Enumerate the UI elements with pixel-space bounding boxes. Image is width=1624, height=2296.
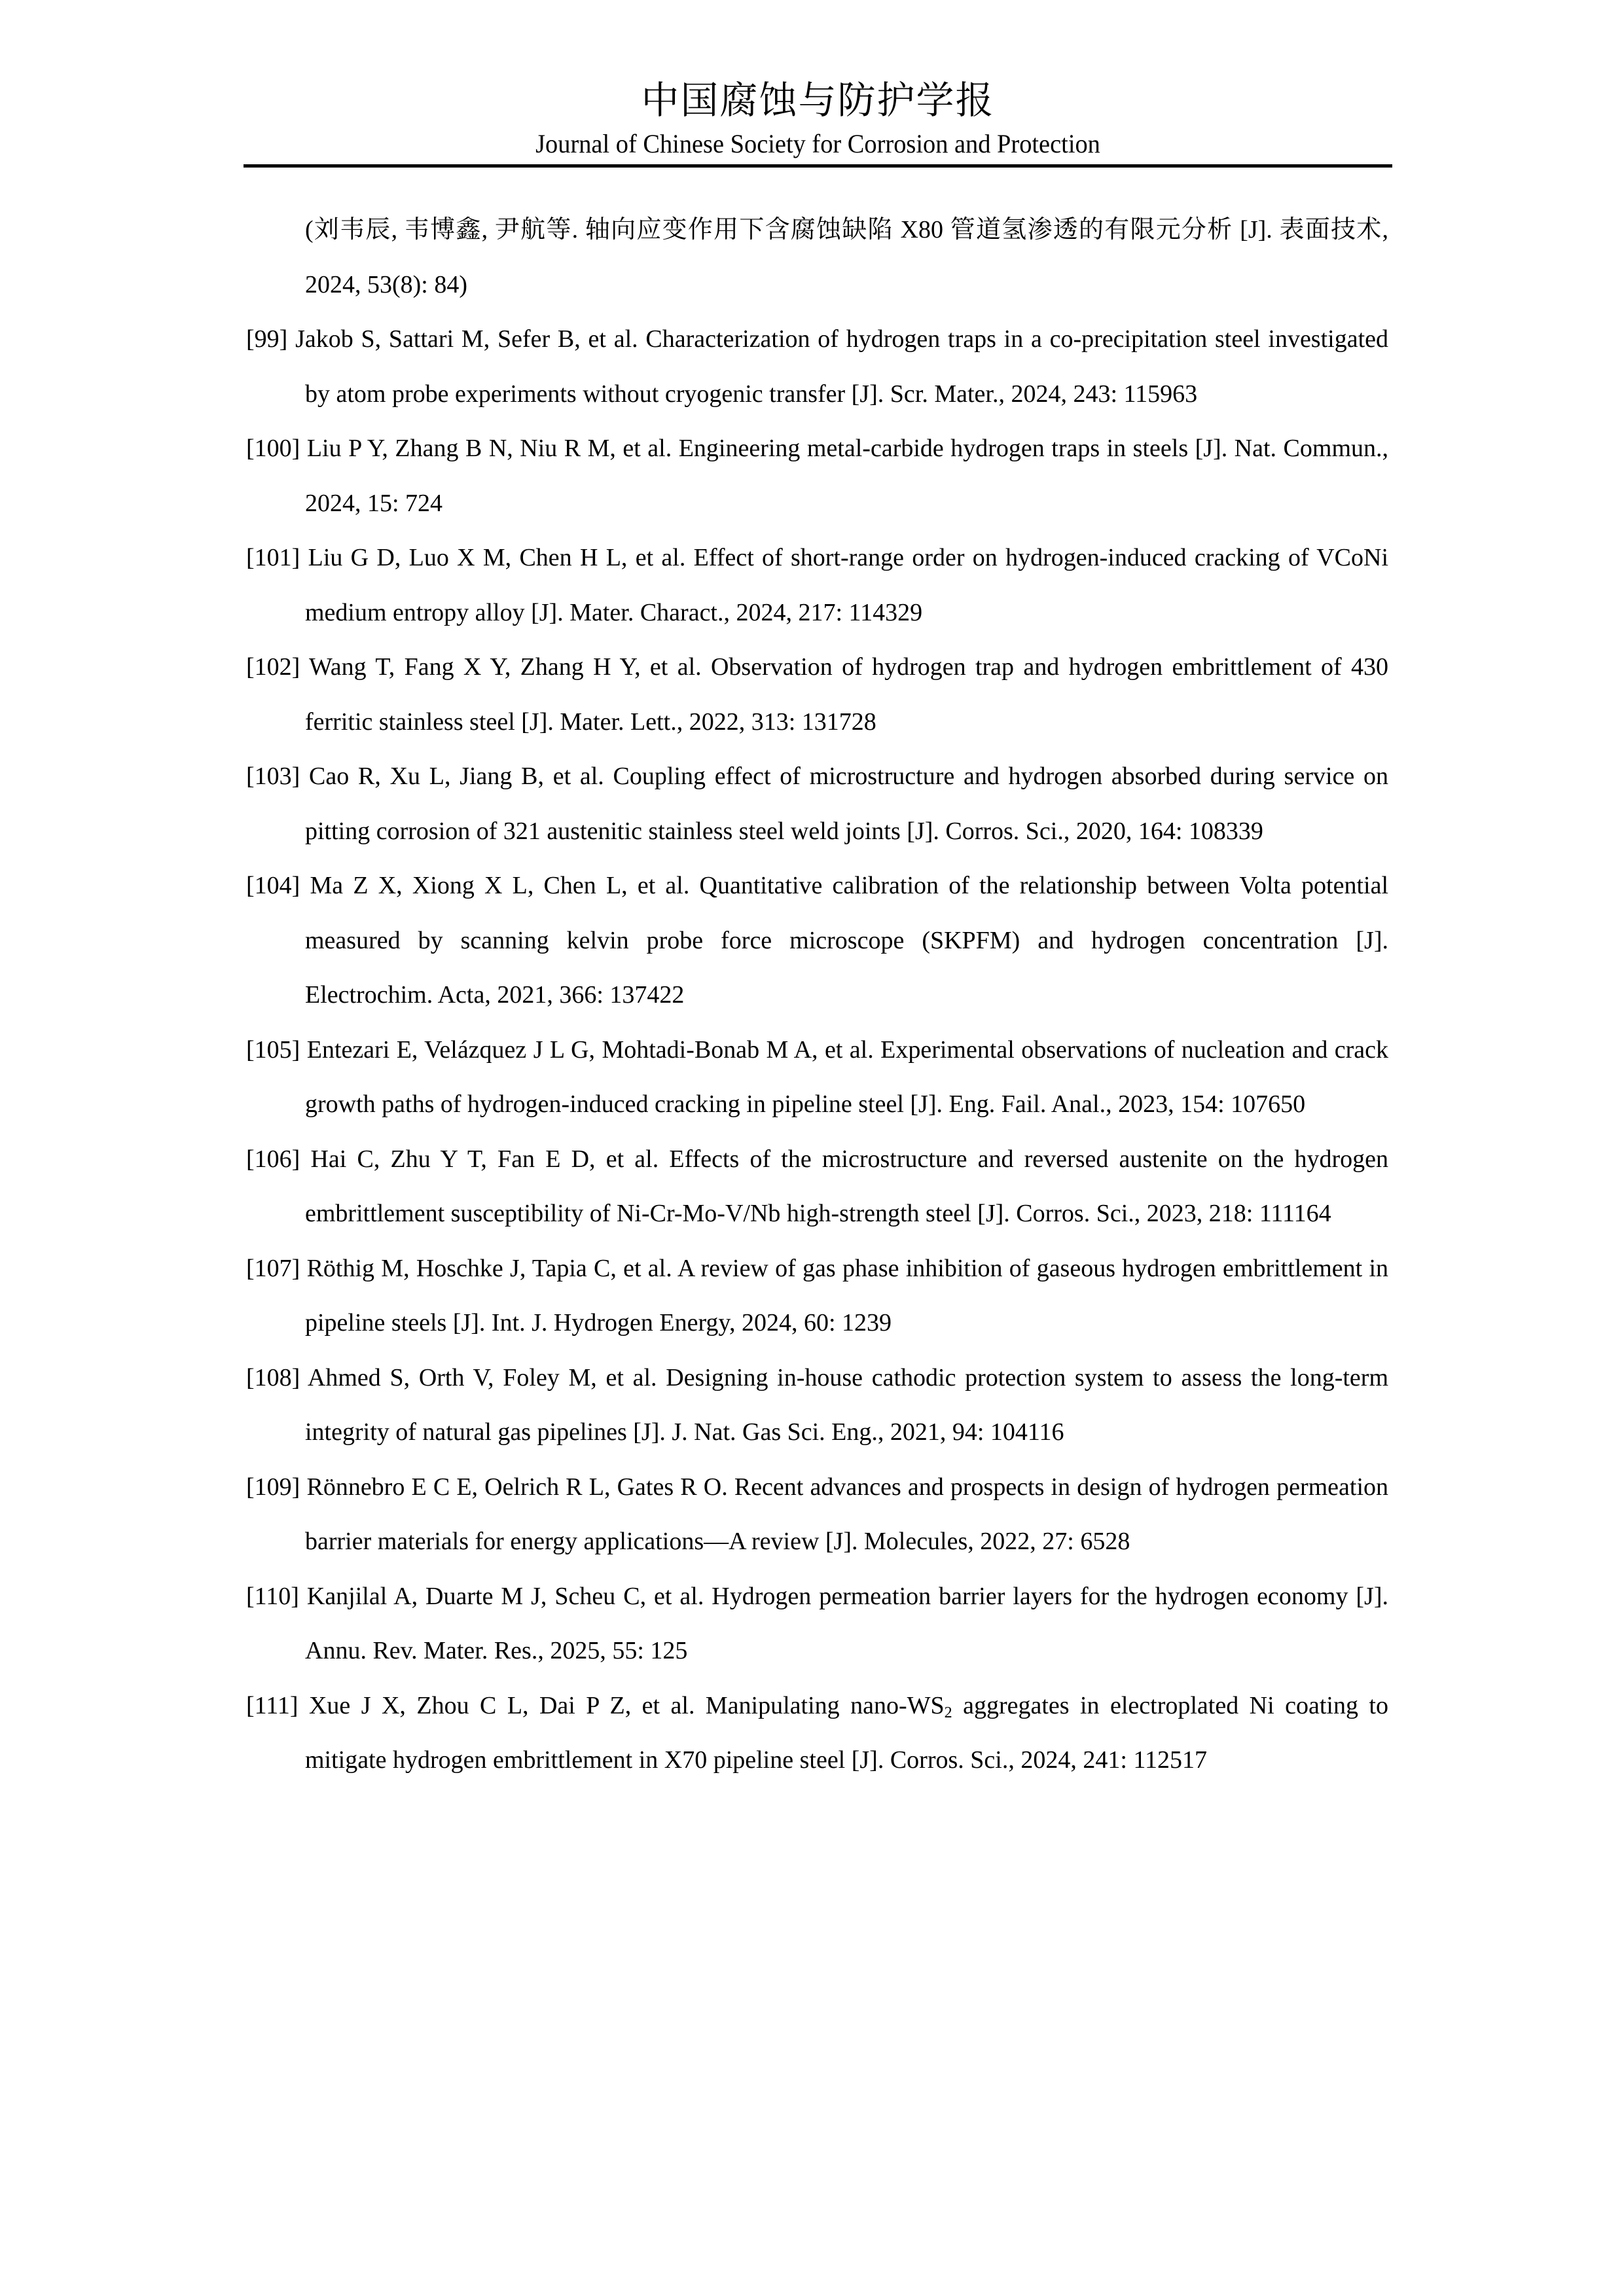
reference-number: [100] [246,435,300,462]
journal-title-english: Journal of Chinese Society for Corrosion and Protection [535,129,1100,158]
header-divider [244,164,1392,168]
reference-text: Rönnebro E C E, Oelrich R L, Gates R O. Recent advances and prospects in design of hydrogen permeation barrier materials for energy applications—A review [J]. Molecules, 2022, 27: 6528 [305,1473,1389,1555]
reference-item [246,1132,1388,1242]
reference-text: Ahmed S, Orth V, Foley M, et al. Designing in-house cathodic protection system to assess the long-term integrity of natural gas pipelines [J]. J. Nat. Gas Sci. Eng., 2021, 94: 104116 [305,1363,1388,1446]
reference-text: Entezari E, Velázquez J L G, Mohtadi-Bonab M A, et al. Experimental observations of nucleation and crack growth paths of hydrogen-induced cracking in pipeline steel [J]. Eng. Fail. Anal., 2023, 154: 107650 [305,1035,1389,1118]
reference-text: Wang T, Fang X Y, Zhang H Y, et al. Observation of hydrogen trap and hydrogen embrittlement of 430 ferritic stainless steel [J]. Mater. Lett., 2022, 313: 131728 [305,653,1388,736]
reference-number: [104] [246,872,300,899]
reference-number: [108] [246,1363,300,1391]
reference-text: Cao R, Xu L, Jiang B, et al. Coupling effect of microstructure and hydrogen absorbed during service on pitting corrosion of 321 austenitic stainless steel weld joints [J]. Corros. Sci., 2020, 164: 108339 [305,762,1388,845]
reference-item [246,1023,1388,1132]
reference-number: [107] [246,1254,300,1282]
reference-list [246,203,1388,1788]
reference-item [246,749,1388,859]
chemical-subscript: 2 [944,1704,952,1721]
reference-text-part: aggregates in electroplated Ni coating to mitigate hydrogen embrittlement in X70 pipeline steel [J]. Corros. Sci., 2024, 241: 112517 [305,1691,1388,1774]
reference-number: [105] [246,1035,300,1064]
reference-text: Röthig M, Hoschke J, Tapia C, et al. A review of gas phase inhibition of gaseous hydrogen embrittlement in pipeline steels [J]. Int. J. Hydrogen Energy, 2024, 60: 1239 [305,1254,1389,1336]
reference-item [246,312,1388,422]
journal-title-chinese: 中国腐蚀与防护学报 [641,78,995,122]
reference-number: [111] [246,1691,298,1719]
reference-number: [103] [246,762,300,790]
reference-number: [109] [246,1473,300,1501]
reference-number: [101] [246,544,300,571]
reference-text: Hai C, Zhu Y T, Fan E D, et al. Effects of the microstructure and reversed austenite on the hydrogen embrittlement susceptibility of Ni-Cr-Mo-V/Nb high-strength steel [J]. Corros. Sci., 2023, 218: 111164 [305,1145,1389,1227]
reference-text: Liu G D, Luo X M, Chen H L, et al. Effect of short-range order on hydrogen-induced cracking of VCoNi medium entropy alloy [J]. Mater. Charact., 2024, 217: 114329 [305,544,1388,626]
reference-text: Kanjilal A, Duarte M J, Scheu C, et al. Hydrogen permeation barrier layers for the hydrogen economy [J]. Annu. Rev. Mater. Res., 2025, 55: 125 [305,1582,1388,1664]
reference-item [246,1460,1388,1570]
reference-item [246,1679,1388,1788]
reference-text: Jakob S, Sattari M, Sefer B, et al. Characterization of hydrogen traps in a co-precipitation steel investigated by atom probe experiments without cryogenic transfer [J]. Scr. Mater., 2024, 243: 115963 [295,325,1389,408]
reference-item [246,1570,1388,1679]
reference-item [246,859,1388,1023]
reference-text: Liu P Y, Zhang B N, Niu R M, et al. Engineering metal-carbide hydrogen traps in steels [J]. Nat. Commun., 2024, 15: 724 [305,435,1388,517]
page-header [244,77,1392,161]
reference-text: Ma Z X, Xiong X L, Chen L, et al. Quantitative calibration of the relationship between Volta potential measured by scanning kelvin probe force microscope (SKPFM) and hydrogen concentration [J]. Electrochim. Acta, 2021, 366: 137422 [305,872,1389,1009]
reference-item [246,422,1388,531]
reference-item [246,640,1388,749]
reference-number: [110] [246,1582,299,1610]
reference-item [246,1242,1388,1351]
reference-number: [102] [246,653,300,681]
reference-continuation: (刘韦辰, 韦博鑫, 尹航等. 轴向应变作用下含腐蚀缺陷 X80 管道氢渗透的有限元分析 [J]. 表面技术, 2024, 53(8): 84) [305,216,1388,298]
reference-number: [106] [246,1145,300,1173]
reference-item [246,531,1388,640]
reference-number: [99] [246,325,288,353]
reference-text-part: Xue J X, Zhou C L, Dai P Z, et al. Manipulating nano-WS [308,1691,945,1719]
reference-item [246,1351,1388,1460]
